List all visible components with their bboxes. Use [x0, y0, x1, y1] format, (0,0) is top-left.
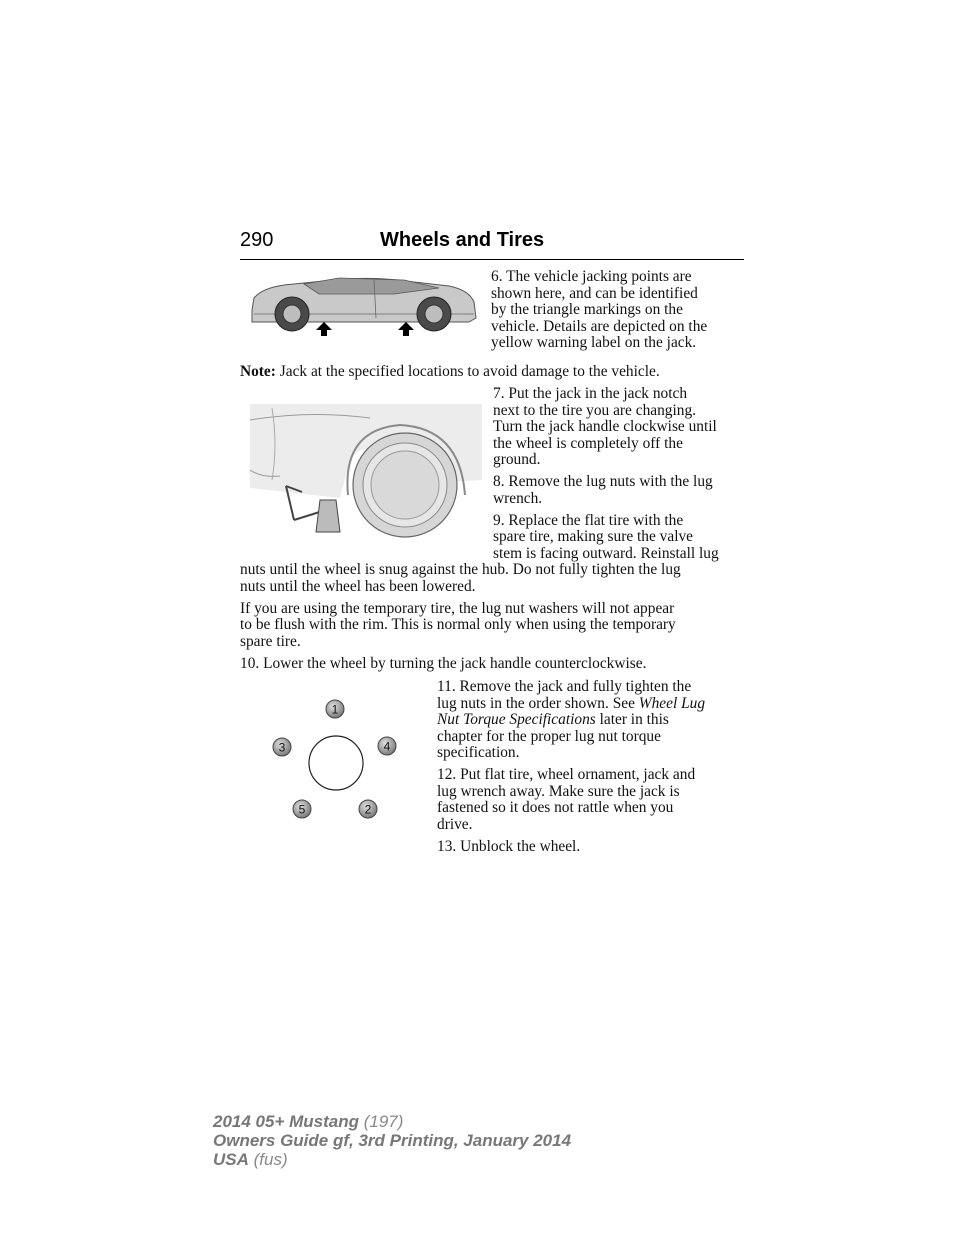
- step-9-continued: [240, 562, 750, 595]
- step-12: [437, 767, 749, 833]
- full-width-text: [240, 562, 750, 672]
- lug-nut-pattern-diagram: [262, 690, 412, 830]
- text-line: spare tire.: [240, 632, 301, 650]
- text-line: [437, 696, 749, 713]
- page-footer: [213, 1112, 571, 1169]
- text-line: 8. Remove the lug nuts with the lug: [493, 473, 713, 490]
- lug-nut-5: [293, 800, 311, 818]
- cross-reference-link[interactable]: Nut Torque Specifications: [437, 711, 596, 728]
- text-line: stem is facing outward. Reinstall lug: [493, 544, 719, 562]
- svg-text:5: 5: [298, 802, 306, 817]
- text-line: lug wrench away. Make sure the jack is: [437, 782, 680, 800]
- steps-7-to-9-text: [493, 386, 749, 562]
- page-header: [240, 229, 744, 260]
- step-7: [493, 386, 749, 469]
- lug-nut-2: [359, 800, 377, 818]
- footer-model-line: [213, 1112, 571, 1131]
- text-line: ground.: [493, 451, 541, 468]
- jack-point-arrow-front: [316, 322, 332, 336]
- lug-nut-3: [273, 738, 291, 756]
- text-line: the wheel is completely off the: [493, 434, 683, 452]
- vehicle-jacking-points-figure: [244, 272, 484, 342]
- svg-text:1: 1: [331, 702, 339, 717]
- text-line: 6. The vehicle jacking points are: [491, 268, 692, 285]
- page-number: 290: [240, 229, 274, 251]
- text-span: later in this: [595, 711, 669, 728]
- text-line: Turn the jack handle clockwise until: [493, 418, 717, 435]
- jack-point-arrow-rear: [398, 322, 414, 336]
- svg-text:3: 3: [278, 740, 286, 755]
- section-title: Wheels and Tires: [380, 229, 545, 251]
- note-text: Jack at the specified locations to avoid damage to the vehicle.: [275, 363, 660, 380]
- step-11: [437, 679, 749, 762]
- text-line: 7. Put the jack in the jack notch: [493, 385, 688, 402]
- text-line: to be flush with the rim. This is normal only when using the temporary: [240, 616, 676, 633]
- footer-market: USA: [213, 1150, 249, 1169]
- text-span: lug nuts in the order shown. See: [437, 694, 639, 712]
- footer-market-line: [213, 1150, 571, 1169]
- lug-nut-order-figure: [262, 690, 412, 830]
- step-8: [493, 474, 749, 507]
- lug-nut-1: [326, 700, 344, 718]
- lug-nut-4: [378, 737, 396, 755]
- note-paragraph: [240, 364, 750, 381]
- svg-text:2: 2: [364, 802, 372, 817]
- text-line: 12. Put flat tire, wheel ornament, jack and: [437, 766, 696, 783]
- jack-position-figure: [250, 400, 482, 540]
- text-line: spare tire, making sure the valve: [493, 528, 694, 545]
- footer-model-code: (197): [359, 1112, 404, 1131]
- footer-market-code: (fus): [248, 1150, 288, 1169]
- text-line: shown here, and can be identified: [491, 284, 698, 302]
- text-line: nuts until the wheel is snug against the hub. Do not fully tighten the lug: [240, 561, 681, 578]
- text-line: fastened so it does not rattle when you: [437, 799, 674, 816]
- text-line: vehicle. Details are depicted on the: [491, 317, 708, 335]
- temporary-tire-paragraph: [240, 601, 750, 651]
- steps-11-to-13-text: [437, 679, 749, 855]
- text-line: next to the tire you are changing.: [493, 401, 697, 419]
- cross-reference-link[interactable]: Wheel Lug: [638, 694, 706, 712]
- text-line: wrench.: [493, 489, 543, 507]
- footer-guide-line: [213, 1131, 571, 1150]
- text-line: If you are using the temporary tire, the lug nut washers will not appear: [240, 599, 675, 617]
- vehicle-side-illustration: [244, 272, 484, 342]
- text-line: nuts until the wheel has been lowered.: [240, 577, 476, 595]
- step-6-text: [491, 269, 747, 352]
- note-label: Note:: [240, 363, 276, 380]
- svg-text:4: 4: [383, 739, 391, 754]
- step-10: 10. Lower the wheel by turning the jack handle counterclockwise.: [240, 654, 647, 672]
- text-line: specification.: [437, 744, 520, 761]
- text-line: chapter for the proper lug nut torque: [437, 727, 661, 745]
- text-line: [437, 712, 749, 729]
- step-9: [493, 513, 749, 563]
- footer-guide: Owners Guide gf, 3rd Printing, January 2014: [213, 1131, 572, 1150]
- text-line: 9. Replace the flat tire with the: [493, 511, 684, 529]
- hub-circle: [309, 736, 363, 790]
- text-line: yellow warning label on the jack.: [491, 334, 697, 351]
- text-line: by the triangle markings on the: [491, 301, 683, 318]
- text-line: 11. Remove the jack and fully tighten the: [437, 678, 692, 695]
- step-13: 13. Unblock the wheel.: [437, 837, 581, 855]
- footer-model: 2014 05+ Mustang: [213, 1112, 359, 1131]
- jack-under-wheel-illustration: [250, 400, 482, 540]
- text-line: drive.: [437, 815, 473, 833]
